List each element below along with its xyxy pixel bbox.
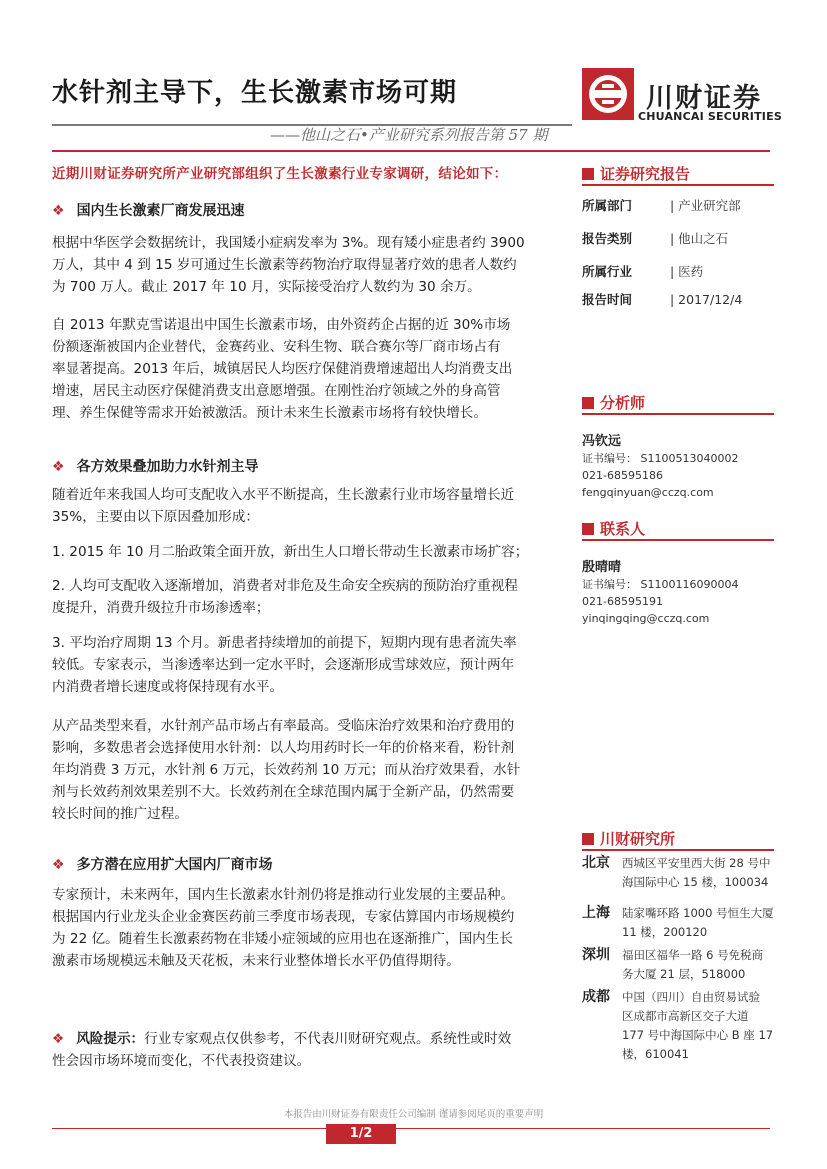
paragraph: 自 2013 年默克雪诺退出中国生长激素市场，由外资药企占据的近 30%市场 份额逐渐被国内企业替代，金赛药业、安科生物、联合赛尔等厂商市场占有 率显著提高。2013 年后，城镇居民人均医疗保健消费增速超出人均消费支出 增速，居民主动医疗保健消费支出意愿增强。在刚性治疗领域之外的身高管 理、养生保健等需求开始被激活。预计未来生长激素市场将有较快增长。 [52,317,513,421]
analyst-heading: 分析师 [582,392,645,413]
bullet-icon: ❖ [52,1031,65,1047]
analyst-name: 冯钦远 [582,434,622,449]
square-icon [582,523,594,535]
paragraph: 3. 平均治疗周期 13 个月。新患者持续增加的前提下，短期内现有患者流失率 较低。专家表示，当渗透率达到一定水平时，会逐渐形成雪球效应，预计两年 内消费者增长速度或将保持现有水平。 [52,635,517,695]
sidebar-divider [582,849,774,851]
company-name-en: CHUANCAI SECURITIES [638,110,782,123]
bullet-icon: ❖ [52,459,65,475]
report-type-heading: 证券研究报告 [582,163,690,184]
office-beijing: 北京 西城区平安里西大街 28 号中 海国际中心 15 楼，100034 [582,855,771,889]
bullet-icon: ❖ [52,857,65,873]
sidebar-divider [582,539,774,541]
company-logo-icon [582,68,634,120]
section-heading-1: ❖ 国内生长激素厂商发展迅速 [52,203,245,219]
intro-summary: 近期川财证券研究所产业研究部组织了生长激素行业专家调研，结论如下： [52,166,508,182]
office-shenzhen: 深圳 福田区福华一路 6 号免税商 务大厦 21 层，518000 [582,947,764,981]
footer-divider [52,1128,770,1129]
header-red-divider [52,150,770,152]
office-chengdu: 成都 中国（四川）自由贸易试验 区成都市高新区交子大道 177 号中海国际中心 B 座 17 楼，610041 [582,989,774,1061]
risk-warning: ❖ 风险提示：行业专家观点仅供参考，不代表川财研究观点。系统性或时效 性会因市场环境而变化，不代表投资建议。 [52,1031,512,1069]
section-heading-3: ❖ 多方潜在应用扩大国内厂商市场 [52,857,273,873]
sidebar-divider [582,413,774,415]
office-shanghai: 上海 陆家嘴环路 1000 号恒生大厦 11 楼，200120 [582,905,774,939]
paragraph: 根据中华医学会数据统计，我国矮小症病发率为 3%。现有矮小症患者约 3900 万人，其中 4 到 15 岁可通过生长激素等药物治疗取得显著疗效的患者人数约 为 700 万人。截止 2017 年 10 月，实际接受治疗人数约为 30 余万。 [52,235,525,295]
section-heading-2: ❖ 各方效果叠加助力水针剂主导 [52,459,259,475]
info-industry: 所属行业 | 医药 [582,264,704,279]
bullet-icon: ❖ [52,203,65,219]
square-icon [582,833,594,845]
paragraph: 随着近年来我国人均可支配收入水平不断提高，生长激素行业市场容量增长近 35%，主要由以下原因叠加形成： [52,487,515,525]
paragraph: 从产品类型来看，水针剂产品市场占有率最高。受临床治疗效果和治疗费用的 影响，多数患者会选择使用水针剂：以人均用药时长一年的价格来看，粉针剂 年均消费 3 万元，水针剂 6 万元，长效药剂 10 万元；而从治疗效果看，水针 剂与长效药剂效果差别不大。长效药剂在全球范围内属于全新产品，仍然需要 较长时间的推广过程。 [52,718,521,822]
contact-heading: 联系人 [582,518,645,539]
institute-heading: 川财研究所 [582,828,675,849]
contact-email[interactable]: yinqingqing@cczq.com [582,612,710,625]
paragraph: 1. 2015 年 10 月二胎政策全面开放，新出生人口增长带动生长激素市场扩容； [52,544,529,560]
square-icon [582,168,594,180]
page-number: 1/2 [326,1124,396,1144]
info-date: 报告时间 | 2017/12/4 [582,292,743,307]
report-title: 水针剂主导下，生长激素市场可期 [52,78,458,108]
analyst-email[interactable]: fengqinyuan@cczq.com [582,486,714,499]
analyst-details: 证书编号： S1100513040002 021-68595186 fengqinyuan@cczq.com [582,452,739,499]
info-category: 报告类别 | 他山之石 [582,231,729,246]
paragraph: 专家预计，未来两年，国内生长激素水针剂仍将是推动行业发展的主要品种。 根据国内行业龙头企业金赛医药前三季度市场表现，专家估算国内市场规模约 为 22 亿。随着生长激素药物在非矮小症领域的应用也在逐渐推广，国内生长 激素市场规模远未触及天花板，未来行业整体增长水平仍值得期待。 [52,887,515,969]
contact-name: 殷晴晴 [582,560,622,575]
company-name-cn: 川财证券 [646,83,762,114]
sidebar-divider [582,184,774,186]
paragraph: 2. 人均可支配收入逐渐增加，消费者对非危及生命安全疾病的预防治疗重视程 度提升，消费升级拉升市场渗透率； [52,578,518,616]
square-icon [582,397,594,409]
contact-details: 证书编号： S1100116090004 021-68595191 yinqingqing@cczq.com [582,578,739,625]
info-department: 所属部门 | 产业研究部 [582,198,741,213]
footer-disclaimer: 本报告由川财证券有限责任公司编制 谨请参阅尾页的重要声明 [283,1109,544,1120]
report-subtitle: ——他山之石•产业研究系列报告第 57 期 [270,126,548,144]
